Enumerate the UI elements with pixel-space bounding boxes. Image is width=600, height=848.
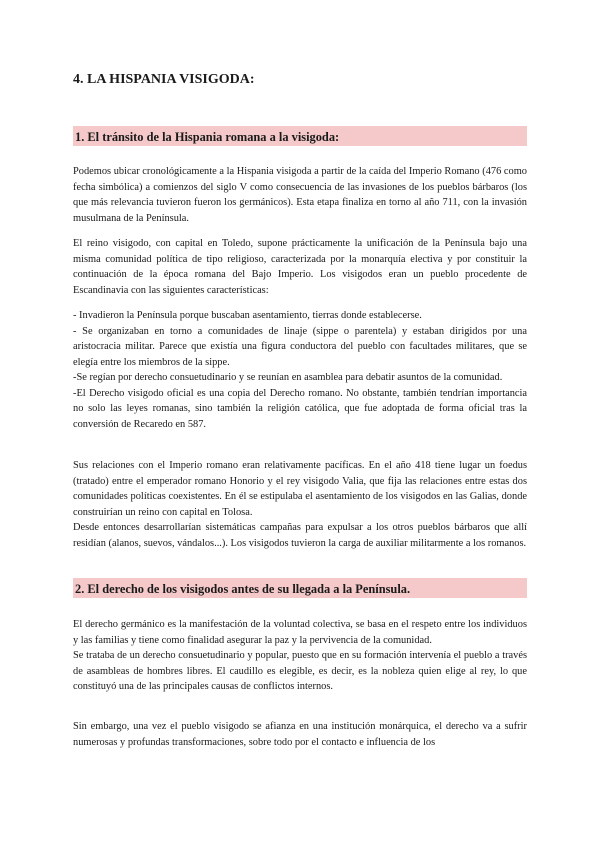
paragraph [73,617,527,695]
section-heading-2: 2. El derecho de los visigodos antes de su llegada a la Península. [73,578,527,598]
paragraph-text: Se trataba de un derecho consuetudinario y popular, puesto que en su formación intervenía el pueblo a través de asambleas de hombres libres. El caudillo es elegible, es decir, es la nobleza quien elige al rey, lo que constituyó una de las principales causas de conflictos internos. [73,650,527,692]
paragraph: Podemos ubicar cronológicamente a la Hispania visigoda a partir de la caída del Imperio Romano (476 como fecha simbólica) a comienzos del siglo V como consecuencia de las invasiones de los pueblos bárbaros (los que más relevancia tuvieron fueron los germánicos). Esta etapa finaliza en torno al año 711, con la invasión musulmana de la Península. [73,166,527,224]
paragraph-text: Sus relaciones con el Imperio romano eran relativamente pacíficas. En el año 418 tiene lugar un foedus (tratado) entre el emperador romano Honorio y el rey visigodo Valia, que fija las relaciones entre estas dos comunidades políticas coexistentes. En él se estipulaba el asentamiento de los visigodos en las Galias, donde construirían un reino con capital en Tolosa. [73,460,527,518]
paragraph-text: Desde entonces desarrollarían sistemáticas campañas para expulsar a los otros pueblos bárbaros que allí residían (alanos, suevos, vándalos...). Los visigodos tuvieron la carga de auxiliar militarmente a los romanos. [73,522,527,549]
list-item: -Se regían por derecho consuetudinario y se reunían en asamblea para debatir asuntos de la comunidad. [73,372,503,383]
document-title: 4. LA HISPANIA VISIGODA: [73,72,255,87]
paragraph-text: El derecho germánico es la manifestación de la voluntad colectiva, se basa en el respeto entre los individuos y las familias y tiene como finalidad asegurar la paz y la pervivencia de la comunidad. [73,619,527,646]
characteristics-list [73,308,527,432]
paragraph: El reino visigodo, con capital en Toledo, supone prácticamente la unificación de la Península bajo una misma comunidad política de tipo religioso, caracterizada por la monarquía electiva y por constituir la continuación de la época romana del Bajo Imperio. Los visigodos eran un pueblo procedente de Escandinavia con las siguientes características: [73,238,527,296]
paragraph [73,458,527,551]
list-item: -El Derecho visigodo oficial es una copia del Derecho romano. No obstante, también tendrían importancia no solo las leyes romanas, sino también la religión católica, que fue adoptada de forma oficial tras la conversión de Recaredo en 587. [73,387,527,430]
list-item: - Se organizaban en torno a comunidades de linaje (sippe o parentela) y estaban dirigidos por una aristocracia militar. Parece que existía una figura conductora del pueblo con facultades militares, que se elegía entre los miembros de la sippe. [73,325,527,368]
section-heading-1: 1. El tránsito de la Hispania romana a la visigoda: [73,126,527,146]
list-item: - Invadieron la Península porque buscaban asentamiento, tierras donde establecerse. [73,310,422,321]
paragraph: Sin embargo, una vez el pueblo visigodo se afianza en una institución monárquica, el derecho va a sufrir numerosas y profundas transformaciones, sobre todo por el contacto e influencia de los [73,721,527,748]
